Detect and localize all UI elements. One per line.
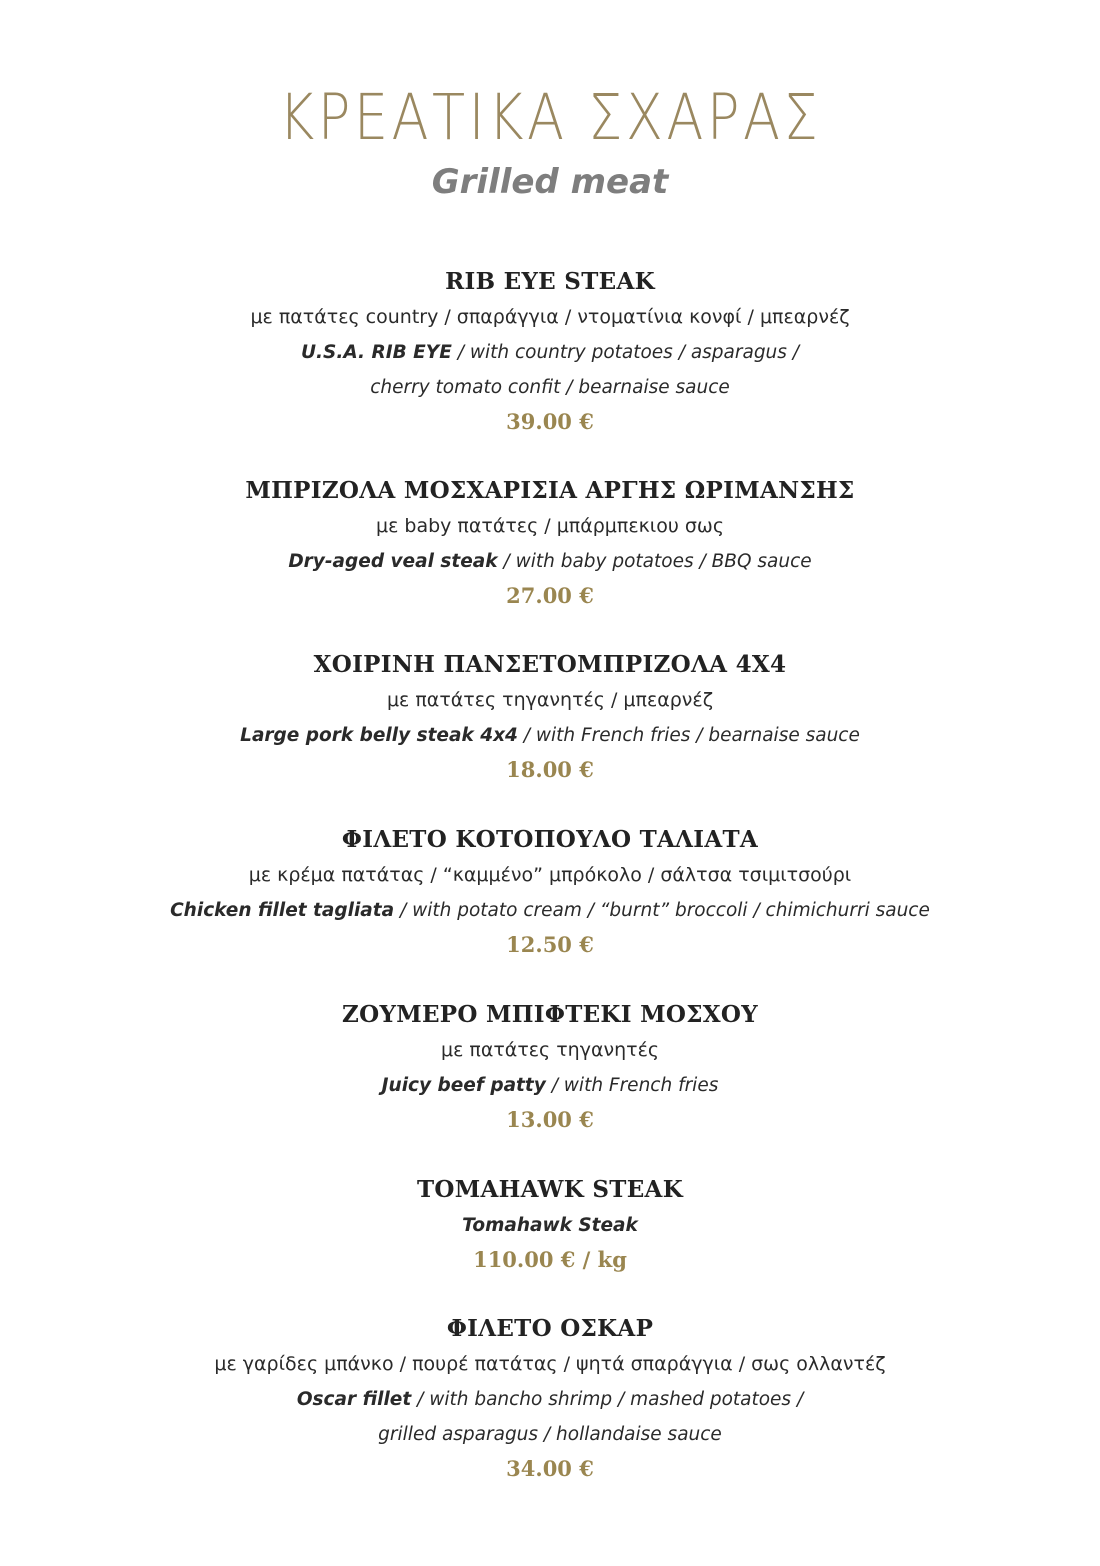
- menu-item-description-english: [0, 718, 1100, 753]
- menu-item-description-greek: με baby πατάτες / μπάρμπεκιου σως: [375, 515, 724, 537]
- menu-item-english-desc: / with French fries / bearnaise sauce: [517, 725, 860, 746]
- menu-item-price: 18.00 €: [506, 757, 594, 782]
- menu-item-english-name: U.S.A. RIB EYE: [300, 342, 452, 363]
- menu-item-description-english: [0, 1382, 1100, 1417]
- menu-item-english-name: Juicy beef patty: [381, 1075, 546, 1096]
- menu-item-english-name: Dry-aged veal steak: [288, 551, 498, 572]
- menu-item-english-desc: / with baby potatoes / BBQ sauce: [497, 551, 812, 572]
- menu-item-description-greek: με γαρίδες μπάνκο / πουρέ πατάτας / ψητά σπαράγγια / σως ολλαντέζ: [214, 1353, 886, 1375]
- menu-item-description-english: [0, 544, 1100, 579]
- menu-item-dry-aged-steak: [0, 473, 1100, 613]
- menu-item-description-english-cont: grilled asparagus / hollandaise sauce: [378, 1424, 722, 1445]
- menu-item-description-english: [0, 335, 1100, 370]
- menu-item-english-name: Chicken fillet tagliata: [170, 900, 395, 921]
- menu-item-title: ΧΟΙΡΙΝΗ ΠΑΝΣΕΤΟΜΠΡΙΖΟΛΑ 4Χ4: [313, 651, 787, 678]
- page-title: ΚΡΕΑΤΙΚΑ ΣΧΑΡΑΣ: [278, 81, 822, 154]
- menu-item-description-english-cont: cherry tomato confit / bearnaise sauce: [370, 377, 730, 398]
- menu-item-description-greek: με κρέμα πατάτας / “καμμένο” μπρόκολο / σάλτσα τσιμιτσούρι: [248, 864, 852, 886]
- menu-item-english-desc: / with potato cream / “burnt” broccoli / chimichurri sauce: [394, 900, 930, 921]
- menu-item-price: 110.00 € / kg: [473, 1247, 627, 1272]
- menu-item-title: ΦΙΛΕΤΟ ΟΣΚΑΡ: [446, 1315, 654, 1342]
- menu-item-title: ΜΠΡΙΖΟΛΑ ΜΟΣΧΑΡΙΣΙΑ ΑΡΓΗΣ ΩΡΙΜΑΝΣΗΣ: [245, 477, 855, 504]
- menu-item-english-desc: / with country potatoes / asparagus /: [451, 342, 800, 363]
- menu-item-english-name: Oscar fillet: [296, 1389, 412, 1410]
- menu-item-english-desc: / with French fries: [545, 1075, 719, 1096]
- menu-item-beef-patty: [0, 997, 1100, 1137]
- menu-item-title: RIB EYE STEAK: [445, 268, 655, 295]
- menu-item-price: 39.00 €: [506, 409, 594, 434]
- menu-item-description-english: [0, 893, 1100, 928]
- menu-item-oscar-fillet: [0, 1311, 1100, 1486]
- menu-item-price: 27.00 €: [506, 583, 594, 608]
- menu-item-price: 34.00 €: [506, 1456, 594, 1481]
- menu-item-price: 12.50 €: [506, 932, 594, 957]
- menu-item-english-name: Tomahawk Steak: [462, 1215, 638, 1236]
- page-subtitle: Grilled meat: [431, 162, 669, 202]
- menu-item-description-greek: με πατάτες country / σπαράγγια / ντοματίνια κονφί / μπεαρνέζ: [250, 306, 850, 328]
- menu-item-english-name: Large pork belly steak 4x4: [240, 725, 518, 746]
- menu-item-description-greek: με πατάτες τηγανητές / μπεαρνέζ: [386, 689, 714, 711]
- menu-item-title: TOMAHAWK STEAK: [416, 1176, 683, 1203]
- menu-item-description-english: [0, 1068, 1100, 1103]
- menu-item-price: 13.00 €: [506, 1107, 594, 1132]
- menu-item-description-english: [0, 1208, 1100, 1243]
- menu-item-description-greek: με πατάτες τηγανητές: [441, 1039, 659, 1061]
- menu-item-title: ΦΙΛΕΤΟ ΚΟΤΟΠΟΥΛΟ ΤΑΛΙΑΤΑ: [341, 826, 759, 853]
- menu-item-chicken-tagliata: [0, 822, 1100, 962]
- menu-item-english-desc: / with bancho shrimp / mashed potatoes /: [411, 1389, 804, 1410]
- menu-item-rib-eye: [0, 264, 1100, 439]
- menu-item-pork-belly: [0, 647, 1100, 787]
- menu-item-tomahawk: [0, 1172, 1100, 1277]
- menu-item-title: ΖΟΥΜΕΡΟ ΜΠΙΦΤΕΚΙ ΜΟΣΧΟΥ: [342, 1001, 758, 1028]
